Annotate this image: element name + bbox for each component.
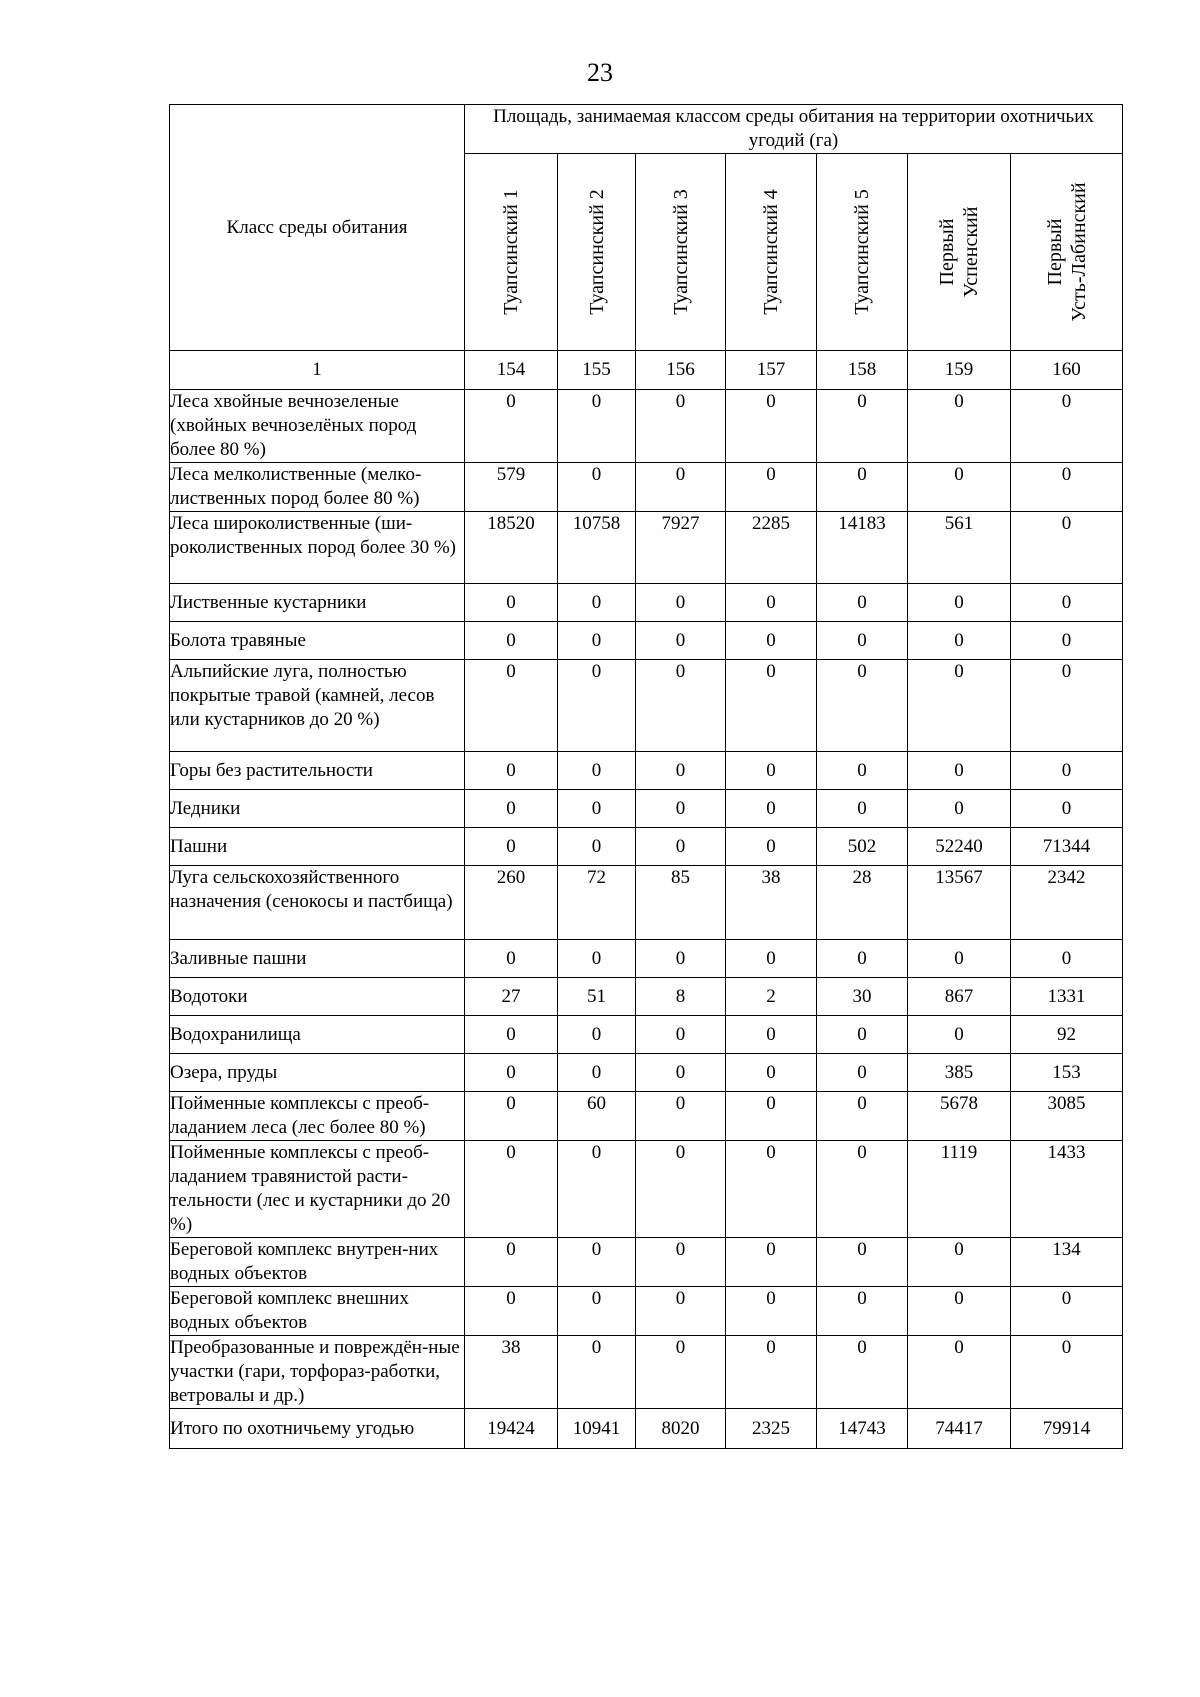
habitat-class-label: Лиственные кустарники xyxy=(170,584,465,622)
table-row xyxy=(170,752,1123,790)
column-header xyxy=(726,154,817,351)
area-value-cell: 0 xyxy=(1011,463,1123,512)
area-value-cell: 134 xyxy=(1011,1238,1123,1287)
column-number-row xyxy=(170,351,1123,390)
area-value-cell: 0 xyxy=(465,790,558,828)
area-value-cell: 0 xyxy=(908,622,1011,660)
area-value-cell: 0 xyxy=(636,1287,726,1336)
habitat-class-label: Луга сельскохозяйственного назначения (сенокосы и пастбища) xyxy=(170,866,465,940)
area-value-cell: 0 xyxy=(908,1287,1011,1336)
table-row xyxy=(170,584,1123,622)
area-value-cell: 0 xyxy=(817,1092,908,1141)
area-value-cell: 30 xyxy=(817,978,908,1016)
area-value-cell: 153 xyxy=(1011,1054,1123,1092)
area-value-cell: 2285 xyxy=(726,512,817,584)
table-row xyxy=(170,1092,1123,1141)
area-value-cell: 867 xyxy=(908,978,1011,1016)
area-value-cell: 0 xyxy=(908,940,1011,978)
table-row xyxy=(170,866,1123,940)
area-value-cell: 0 xyxy=(908,660,1011,752)
area-value-cell: 0 xyxy=(726,660,817,752)
area-value-cell: 0 xyxy=(636,828,726,866)
area-value-cell: 0 xyxy=(817,463,908,512)
habitat-area-table xyxy=(169,104,1123,1449)
column-header xyxy=(636,154,726,351)
area-value-cell: 260 xyxy=(465,866,558,940)
area-value-cell: 0 xyxy=(636,584,726,622)
table-row xyxy=(170,1336,1123,1409)
habitat-class-label: Пойменные комплексы с преоб-ладанием травянистой расти-тельности (лес и кустарники до 20 %) xyxy=(170,1141,465,1238)
area-value-cell: 0 xyxy=(636,463,726,512)
area-value-cell: 0 xyxy=(558,790,636,828)
area-value-cell: 8 xyxy=(636,978,726,1016)
column-number-cell: 154 xyxy=(465,351,558,390)
area-value-cell: 0 xyxy=(465,1141,558,1238)
table-row xyxy=(170,463,1123,512)
area-value-cell: 5678 xyxy=(908,1092,1011,1141)
table-row xyxy=(170,1287,1123,1336)
area-value-cell: 0 xyxy=(726,828,817,866)
area-value-cell: 0 xyxy=(558,584,636,622)
area-value-cell: 0 xyxy=(558,1016,636,1054)
area-value-cell: 0 xyxy=(465,1238,558,1287)
column-number-cell: 160 xyxy=(1011,351,1123,390)
area-value-cell: 0 xyxy=(465,1054,558,1092)
area-group-header: Площадь, занимаемая классом среды обитания на территории охотничьих угодий (га) xyxy=(465,105,1123,154)
area-value-cell: 0 xyxy=(817,1238,908,1287)
area-value-cell: 0 xyxy=(1011,512,1123,584)
area-value-cell: 71344 xyxy=(1011,828,1123,866)
area-value-cell: 0 xyxy=(726,463,817,512)
area-value-cell: 0 xyxy=(636,390,726,463)
area-value-cell: 561 xyxy=(908,512,1011,584)
area-value-cell: 0 xyxy=(908,1238,1011,1287)
area-value-cell: 502 xyxy=(817,828,908,866)
column-number-cell: 159 xyxy=(908,351,1011,390)
area-value-cell: 0 xyxy=(1011,390,1123,463)
area-value-cell: 51 xyxy=(558,978,636,1016)
area-value-cell: 0 xyxy=(1011,1336,1123,1409)
area-value-cell: 0 xyxy=(558,1336,636,1409)
area-value-cell: 0 xyxy=(726,390,817,463)
total-value-cell: 8020 xyxy=(636,1409,726,1449)
habitat-class-label: Заливные пашни xyxy=(170,940,465,978)
area-value-cell: 0 xyxy=(636,1238,726,1287)
area-value-cell: 0 xyxy=(817,940,908,978)
habitat-class-label: Леса хвойные вечнозеленые (хвойных вечнозелёных пород более 80 %) xyxy=(170,390,465,463)
column-header-label: Туапсинский 1 xyxy=(500,189,522,315)
area-value-cell: 0 xyxy=(817,1336,908,1409)
area-value-cell: 0 xyxy=(817,1054,908,1092)
area-value-cell: 0 xyxy=(465,752,558,790)
area-value-cell: 0 xyxy=(817,1016,908,1054)
area-value-cell: 0 xyxy=(636,940,726,978)
area-value-cell: 0 xyxy=(726,1238,817,1287)
area-value-cell: 52240 xyxy=(908,828,1011,866)
area-value-cell: 38 xyxy=(726,866,817,940)
table-row xyxy=(170,978,1123,1016)
habitat-class-label: Леса широколиственные (ши-роколиственных пород более 30 %) xyxy=(170,512,465,584)
table-row xyxy=(170,390,1123,463)
area-value-cell: 0 xyxy=(1011,752,1123,790)
table-row xyxy=(170,1141,1123,1238)
area-value-cell: 0 xyxy=(908,584,1011,622)
habitat-class-label: Водохранилища xyxy=(170,1016,465,1054)
table-row xyxy=(170,940,1123,978)
total-value-cell: 14743 xyxy=(817,1409,908,1449)
total-value-cell: 19424 xyxy=(465,1409,558,1449)
area-value-cell: 385 xyxy=(908,1054,1011,1092)
area-value-cell: 0 xyxy=(1011,584,1123,622)
area-value-cell: 85 xyxy=(636,866,726,940)
area-value-cell: 0 xyxy=(817,660,908,752)
habitat-class-label: Преобразованные и повреждён-ные участки (гари, торфораз-работки, ветровалы и др.) xyxy=(170,1336,465,1409)
area-value-cell: 0 xyxy=(465,940,558,978)
area-value-cell: 0 xyxy=(726,1287,817,1336)
habitat-class-label: Береговой комплекс внешних водных объектов xyxy=(170,1287,465,1336)
column-header-label: Первый Усть-Лабинский xyxy=(1043,182,1090,322)
habitat-class-label: Горы без растительности xyxy=(170,752,465,790)
area-value-cell: 0 xyxy=(908,1016,1011,1054)
area-value-cell: 0 xyxy=(726,752,817,790)
area-value-cell: 0 xyxy=(636,622,726,660)
area-value-cell: 92 xyxy=(1011,1016,1123,1054)
area-value-cell: 27 xyxy=(465,978,558,1016)
area-value-cell: 0 xyxy=(558,1141,636,1238)
table-row xyxy=(170,790,1123,828)
total-row xyxy=(170,1409,1123,1449)
area-value-cell: 0 xyxy=(465,584,558,622)
area-value-cell: 0 xyxy=(636,1336,726,1409)
area-value-cell: 0 xyxy=(558,463,636,512)
area-value-cell: 0 xyxy=(465,660,558,752)
area-value-cell: 18520 xyxy=(465,512,558,584)
area-value-cell: 0 xyxy=(726,622,817,660)
area-value-cell: 0 xyxy=(636,660,726,752)
table-row xyxy=(170,660,1123,752)
column-header-label: Туапсинский 3 xyxy=(669,189,692,315)
area-value-cell: 0 xyxy=(726,1016,817,1054)
column-number-cell: 1 xyxy=(170,351,465,390)
column-header-label: Туапсинский 4 xyxy=(760,189,782,315)
area-value-cell: 0 xyxy=(817,1287,908,1336)
area-value-cell: 28 xyxy=(817,866,908,940)
habitat-class-header: Класс среды обитания xyxy=(170,105,465,351)
column-header xyxy=(465,154,558,351)
area-value-cell: 0 xyxy=(1011,660,1123,752)
habitat-class-label: Пашни xyxy=(170,828,465,866)
total-value-cell: 74417 xyxy=(908,1409,1011,1449)
area-value-cell: 0 xyxy=(636,1141,726,1238)
area-value-cell: 0 xyxy=(817,1141,908,1238)
area-value-cell: 0 xyxy=(817,584,908,622)
area-value-cell: 1433 xyxy=(1011,1141,1123,1238)
page-number: 23 xyxy=(587,58,613,87)
area-value-cell: 0 xyxy=(726,1054,817,1092)
area-value-cell: 0 xyxy=(726,790,817,828)
area-value-cell: 3085 xyxy=(1011,1092,1123,1141)
table-row xyxy=(170,1016,1123,1054)
area-value-cell: 0 xyxy=(1011,622,1123,660)
area-value-cell: 0 xyxy=(636,790,726,828)
area-value-cell: 0 xyxy=(636,1092,726,1141)
area-value-cell: 38 xyxy=(465,1336,558,1409)
total-value-cell: 2325 xyxy=(726,1409,817,1449)
area-value-cell: 2342 xyxy=(1011,866,1123,940)
area-value-cell: 13567 xyxy=(908,866,1011,940)
table-row xyxy=(170,1054,1123,1092)
habitat-class-label: Береговой комплекс внутрен-них водных объектов xyxy=(170,1238,465,1287)
column-header xyxy=(1011,154,1123,351)
area-value-cell: 0 xyxy=(908,752,1011,790)
area-value-cell: 7927 xyxy=(636,512,726,584)
habitat-class-label: Альпийские луга, полностью покрытые травой (камней, лесов или кустарников до 20 %) xyxy=(170,660,465,752)
column-number-cell: 156 xyxy=(636,351,726,390)
area-value-cell: 0 xyxy=(465,1092,558,1141)
area-value-cell: 2 xyxy=(726,978,817,1016)
area-value-cell: 0 xyxy=(726,584,817,622)
area-value-cell: 0 xyxy=(726,1336,817,1409)
area-value-cell: 60 xyxy=(558,1092,636,1141)
area-value-cell: 0 xyxy=(636,752,726,790)
area-value-cell: 579 xyxy=(465,463,558,512)
area-value-cell: 0 xyxy=(636,1054,726,1092)
area-value-cell: 10758 xyxy=(558,512,636,584)
area-value-cell: 0 xyxy=(558,1238,636,1287)
column-header-label: Первый Успенский xyxy=(936,206,982,298)
table-row xyxy=(170,512,1123,584)
area-value-cell: 0 xyxy=(726,1141,817,1238)
total-value-cell: 10941 xyxy=(558,1409,636,1449)
area-value-cell: 0 xyxy=(817,622,908,660)
area-value-cell: 0 xyxy=(1011,1287,1123,1336)
habitat-class-label: Озера, пруды xyxy=(170,1054,465,1092)
table-row xyxy=(170,828,1123,866)
area-value-cell: 0 xyxy=(817,790,908,828)
habitat-class-label: Ледники xyxy=(170,790,465,828)
area-value-cell: 0 xyxy=(558,940,636,978)
area-value-cell: 0 xyxy=(1011,940,1123,978)
column-header xyxy=(558,154,636,351)
table-row xyxy=(170,622,1123,660)
total-value-cell: 79914 xyxy=(1011,1409,1123,1449)
column-number-cell: 155 xyxy=(558,351,636,390)
area-value-cell: 14183 xyxy=(817,512,908,584)
area-value-cell: 0 xyxy=(726,940,817,978)
area-value-cell: 0 xyxy=(558,752,636,790)
area-value-cell: 0 xyxy=(636,1016,726,1054)
area-value-cell: 0 xyxy=(465,1016,558,1054)
column-header-label: Туапсинский 2 xyxy=(585,189,608,315)
column-header xyxy=(817,154,908,351)
area-value-cell: 1119 xyxy=(908,1141,1011,1238)
column-header-label: Туапсинский 5 xyxy=(851,189,873,315)
area-value-cell: 0 xyxy=(465,828,558,866)
habitat-class-label: Пойменные комплексы с преоб-ладанием леса (лес более 80 %) xyxy=(170,1092,465,1141)
area-value-cell: 0 xyxy=(817,752,908,790)
area-value-cell: 0 xyxy=(465,390,558,463)
area-value-cell: 0 xyxy=(465,1287,558,1336)
area-value-cell: 0 xyxy=(558,390,636,463)
area-value-cell: 0 xyxy=(726,1092,817,1141)
area-value-cell: 0 xyxy=(908,790,1011,828)
total-label: Итого по охотничьему угодью xyxy=(170,1409,465,1449)
area-value-cell: 0 xyxy=(908,463,1011,512)
habitat-class-label: Болота травяные xyxy=(170,622,465,660)
table-row xyxy=(170,1238,1123,1287)
habitat-class-label: Водотоки xyxy=(170,978,465,1016)
area-value-cell: 0 xyxy=(558,622,636,660)
area-value-cell: 0 xyxy=(558,660,636,752)
area-value-cell: 0 xyxy=(908,390,1011,463)
area-value-cell: 0 xyxy=(558,1054,636,1092)
area-value-cell: 0 xyxy=(817,390,908,463)
area-value-cell: 0 xyxy=(908,1336,1011,1409)
area-value-cell: 0 xyxy=(1011,790,1123,828)
area-value-cell: 0 xyxy=(558,1287,636,1336)
area-value-cell: 1331 xyxy=(1011,978,1123,1016)
habitat-class-label: Леса мелколиственные (мелко-лиственных пород более 80 %) xyxy=(170,463,465,512)
area-value-cell: 72 xyxy=(558,866,636,940)
column-header xyxy=(908,154,1011,351)
column-number-cell: 158 xyxy=(817,351,908,390)
column-number-cell: 157 xyxy=(726,351,817,390)
area-value-cell: 0 xyxy=(465,622,558,660)
area-value-cell: 0 xyxy=(558,828,636,866)
